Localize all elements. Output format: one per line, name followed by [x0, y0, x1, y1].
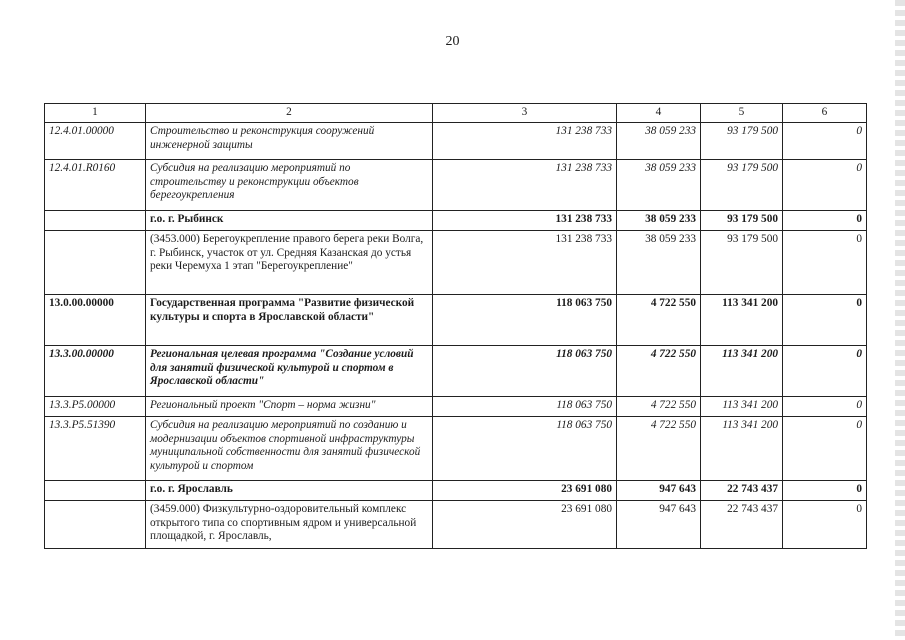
code-cell: 12.4.01.00000: [45, 123, 146, 160]
total-cell: 131 238 733: [433, 231, 617, 295]
description-cell: Государственная программа "Развитие физической культуры и спорта в Ярославской области": [146, 295, 433, 346]
description-cell: Региональный проект "Спорт – норма жизни": [146, 397, 433, 417]
description-cell: (3453.000) Берегоукрепление правого берега реки Волга, г. Рыбинск, участок от ул. Средняя Казанская до устья реки Черемуха 1 этап "Берегоукрепление": [146, 231, 433, 295]
total-cell: 23 691 080: [433, 501, 617, 549]
description-cell: Строительство и реконструкция сооружений инженерной защиты: [146, 123, 433, 160]
local-cell: 0: [783, 501, 867, 549]
column-header-2: 2: [146, 104, 433, 123]
local-cell: 0: [783, 211, 867, 231]
total-cell: 131 238 733: [433, 211, 617, 231]
column-header-4: 4: [617, 104, 701, 123]
federal-cell: 38 059 233: [617, 211, 701, 231]
local-cell: 0: [783, 346, 867, 397]
code-cell: 13.0.00.00000: [45, 295, 146, 346]
local-cell: 0: [783, 231, 867, 295]
regional-cell: 22 743 437: [701, 501, 783, 549]
table-row: [45, 211, 867, 231]
table-row: [45, 501, 867, 549]
total-cell: 131 238 733: [433, 160, 617, 211]
code-cell: [45, 231, 146, 295]
table-row: [45, 417, 867, 481]
local-cell: 0: [783, 481, 867, 501]
description-cell: Субсидия на реализацию мероприятий по созданию и модернизации объектов спортивной инфраструктуры муниципальной собственности для занятий физической культурой и спортом: [146, 417, 433, 481]
code-cell: 13.3.00.00000: [45, 346, 146, 397]
column-header-5: 5: [701, 104, 783, 123]
table-row: [45, 123, 867, 160]
total-cell: 23 691 080: [433, 481, 617, 501]
regional-cell: 93 179 500: [701, 123, 783, 160]
column-header-1: 1: [45, 104, 146, 123]
federal-cell: 4 722 550: [617, 295, 701, 346]
local-cell: 0: [783, 295, 867, 346]
federal-cell: 4 722 550: [617, 397, 701, 417]
local-cell: 0: [783, 123, 867, 160]
federal-cell: 38 059 233: [617, 231, 701, 295]
table-row: [45, 397, 867, 417]
federal-cell: 947 643: [617, 481, 701, 501]
code-cell: 12.4.01.R0160: [45, 160, 146, 211]
code-cell: 13.3.P5.00000: [45, 397, 146, 417]
description-cell: г.о. г. Ярославль: [146, 481, 433, 501]
description-cell: Субсидия на реализацию мероприятий по строительству и реконструкции объектов берегоукрепления: [146, 160, 433, 211]
code-cell: [45, 211, 146, 231]
federal-cell: 947 643: [617, 501, 701, 549]
local-cell: 0: [783, 397, 867, 417]
federal-cell: 38 059 233: [617, 160, 701, 211]
code-cell: 13.3.P5.51390: [45, 417, 146, 481]
table-row: [45, 346, 867, 397]
total-cell: 118 063 750: [433, 346, 617, 397]
federal-cell: 4 722 550: [617, 346, 701, 397]
scan-edge-shadow: [895, 0, 905, 640]
table-header-row: [45, 104, 867, 123]
table-body: [45, 123, 867, 549]
regional-cell: 93 179 500: [701, 211, 783, 231]
federal-cell: 38 059 233: [617, 123, 701, 160]
column-header-6: 6: [783, 104, 867, 123]
regional-cell: 113 341 200: [701, 346, 783, 397]
code-cell: [45, 481, 146, 501]
regional-cell: 113 341 200: [701, 397, 783, 417]
regional-cell: 113 341 200: [701, 417, 783, 481]
total-cell: 131 238 733: [433, 123, 617, 160]
budget-table: [44, 103, 867, 549]
description-cell: г.о. г. Рыбинск: [146, 211, 433, 231]
total-cell: 118 063 750: [433, 417, 617, 481]
total-cell: 118 063 750: [433, 397, 617, 417]
local-cell: 0: [783, 160, 867, 211]
regional-cell: 93 179 500: [701, 231, 783, 295]
table-row: [45, 481, 867, 501]
regional-cell: 113 341 200: [701, 295, 783, 346]
federal-cell: 4 722 550: [617, 417, 701, 481]
local-cell: 0: [783, 417, 867, 481]
page-number: 20: [445, 34, 460, 49]
total-cell: 118 063 750: [433, 295, 617, 346]
regional-cell: 22 743 437: [701, 481, 783, 501]
code-cell: [45, 501, 146, 549]
table-row: [45, 160, 867, 211]
description-cell: (3459.000) Физкультурно-оздоровительный комплекс открытого типа со спортивным ядром и универсальной площадкой, г. Ярославль,: [146, 501, 433, 549]
description-cell: Региональная целевая программа "Создание условий для занятий физической культурой и спортом в Ярославской области": [146, 346, 433, 397]
column-header-3: 3: [433, 104, 617, 123]
regional-cell: 93 179 500: [701, 160, 783, 211]
table-row: [45, 231, 867, 295]
table-row: [45, 295, 867, 346]
